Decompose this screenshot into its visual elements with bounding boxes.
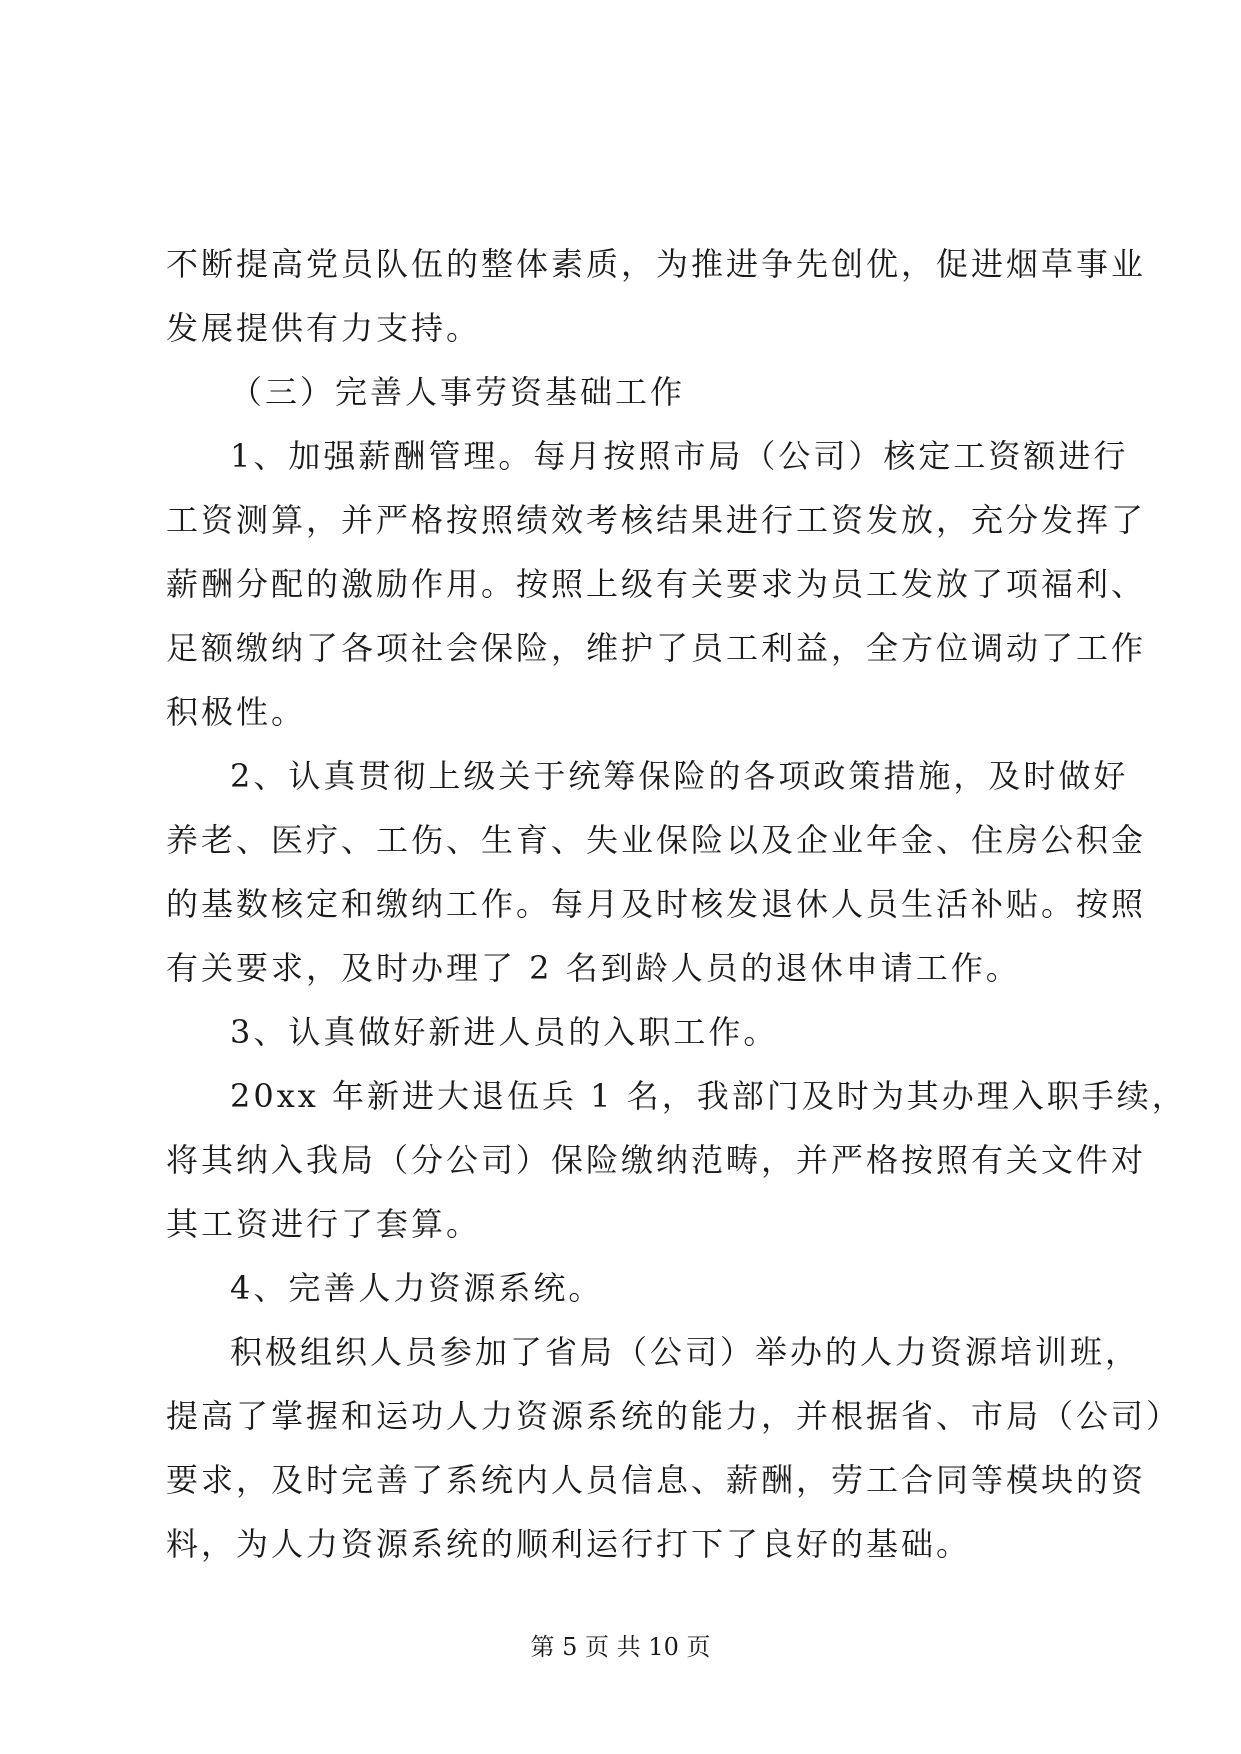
text-line: 要求，及时完善了系统内人员信息、薪酬，劳工合同等模块的资 <box>166 1461 1147 1499</box>
text-line: 1、加强薪酬管理。每月按照市局（公司）核定工资额进行 <box>230 437 1129 475</box>
text-line: 不断提高党员队伍的整体素质，为推进争先创优，促进烟草事业 <box>166 245 1147 283</box>
text-line: 工资测算，并严格按照绩效考核结果进行工资发放，充分发挥了 <box>166 501 1147 539</box>
document-body <box>166 232 1187 1576</box>
text-line: 2、认真贯彻上级关于统筹保险的各项政策措施，及时做好 <box>230 757 1129 795</box>
text-line: 养老、医疗、工伤、生育、失业保险以及企业年金、住房公积金 <box>166 821 1147 859</box>
text-line: 20xx 年新进大退伍兵 1 名，我部门及时为其办理入职手续， <box>230 1077 1187 1115</box>
text-line: 料，为人力资源系统的顺利运行打下了良好的基础。 <box>166 1525 972 1563</box>
text-line: 积极性。 <box>166 693 307 731</box>
section-heading: （三）完善人事劳资基础工作 <box>230 373 686 411</box>
text-line: 4、完善人力资源系统。 <box>230 1269 604 1307</box>
text-line: 3、认真做好新进人员的入职工作。 <box>230 1013 779 1051</box>
text-line: 发展提供有力支持。 <box>166 309 482 347</box>
text-line: 足额缴纳了各项社会保险，维护了员工利益，全方位调动了工作 <box>166 629 1147 667</box>
text-line: 薪酬分配的激励作用。按照上级有关要求为员工发放了项福利、 <box>166 565 1147 603</box>
text-line: 将其纳入我局（分公司）保险缴纳范畴，并严格按照有关文件对 <box>166 1141 1147 1179</box>
text-line: 提高了掌握和运功人力资源系统的能力，并根据省、市局（公司） <box>166 1397 1182 1435</box>
page-number-label: 第 5 页 共 10 页 <box>530 1633 711 1661</box>
text-line: 的基数核定和缴纳工作。每月及时核发退休人员生活补贴。按照 <box>166 885 1147 923</box>
text-line: 其工资进行了套算。 <box>166 1205 482 1243</box>
text-line: 积极组织人员参加了省局（公司）举办的人力资源培训班， <box>230 1333 1141 1371</box>
text-line: 有关要求，及时办理了 2 名到龄人员的退休申请工作。 <box>166 949 1021 987</box>
page-footer <box>0 1632 1241 1662</box>
